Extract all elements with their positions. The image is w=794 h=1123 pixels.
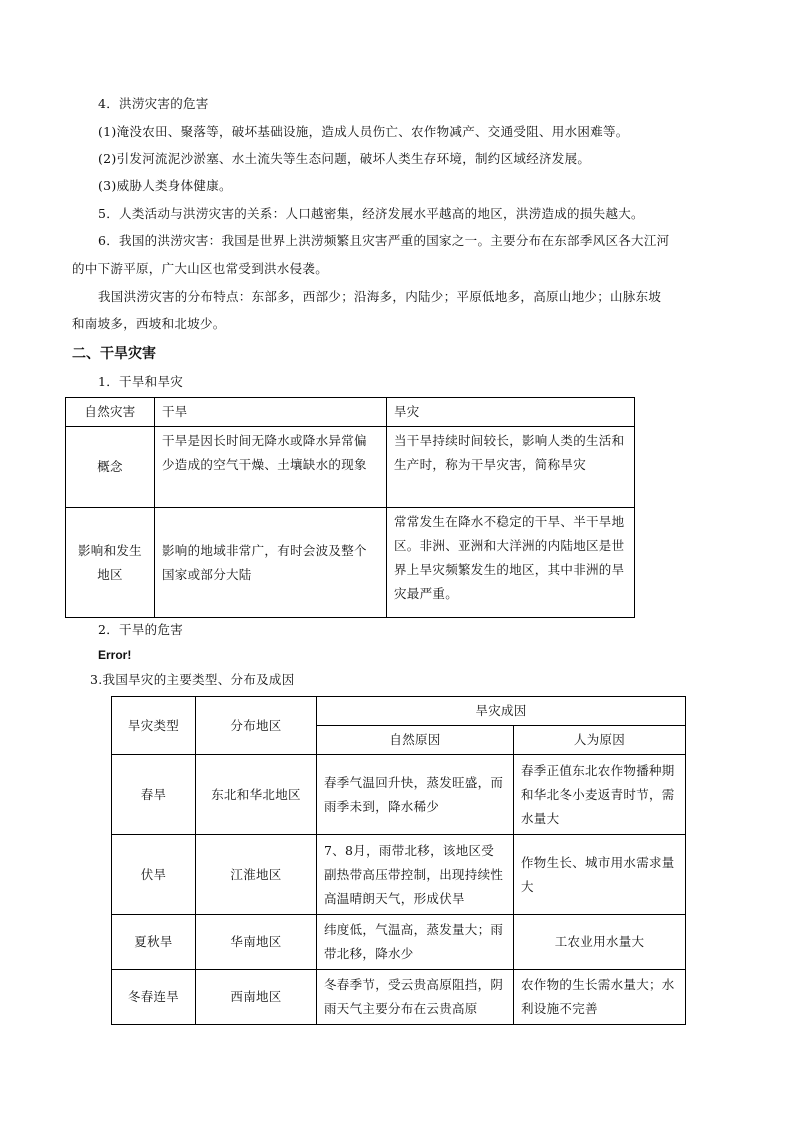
header-cell: 人为原因 [514,726,686,755]
item-6-line-1: 6．我国的洪涝灾害：我国是世界上洪涝频繁且灾害严重的国家之一。主要分布在东部季风区各大江河 [98,233,670,248]
table-cell: 作物生长、城市用水需求量大 [514,835,686,915]
row-label: 春旱 [112,755,196,835]
table-row [66,427,635,508]
table-row [66,508,635,618]
table-cell: 农作物的生长需水量大；水利设施不完善 [514,970,686,1025]
header-cell: 旱灾 [387,398,635,427]
item-6-line-2: 的中下游平原，广大山区也常受到洪水侵袭。 [72,261,329,276]
subheading-1: 1．干旱和旱灾 [98,374,184,389]
table-header-row [112,697,686,726]
item-4-point-2: (2)引发河流泥沙淤塞、水土流失等生态问题，破坏人类生存环境，制约区域经济发展。 [98,151,591,166]
subheading-3: 3.我国旱灾的主要类型、分布及成因 [90,672,295,687]
row-label: 概念 [66,427,155,508]
table-cell: 冬春季节，受云贵高原阻挡，阴雨天气主要分布在云贵高原 [317,970,514,1025]
table-cell: 春季正值东北农作物播种期和华北冬小麦返青时节，需水量大 [514,755,686,835]
subheading-2: 2．干旱的危害 [98,622,184,637]
header-cell: 分布地区 [196,697,317,755]
table-cell: 西南地区 [196,970,317,1025]
header-cell: 旱灾成因 [317,697,686,726]
table-cell: 常常发生在降水不稳定的干旱、半干旱地区。非洲、亚洲和大洋洲的内陆地区是世界上旱灾频繁发生的地区，其中非洲的旱灾最严重。 [387,508,635,618]
error-text: Error! [98,648,132,662]
item-4-point-3: (3)威胁人类身体健康。 [98,178,232,193]
table-cell: 东北和华北地区 [196,755,317,835]
table-cell: 当干旱持续时间较长，影响人类的生活和生产时，称为干旱灾害，简称旱灾 [387,427,635,508]
section-heading-drought: 二、干旱灾害 [72,346,156,362]
table-cell: 江淮地区 [196,835,317,915]
drought-types-table [111,696,686,1025]
header-cell: 旱灾类型 [112,697,196,755]
table-cell: 纬度低，气温高，蒸发量大；雨带北移，降水少 [317,915,514,970]
row-label: 夏秋旱 [112,915,196,970]
item-5: 5．人类活动与洪涝灾害的关系：人口越密集，经济发展水平越高的地区，洪涝造成的损失越大。 [98,206,644,221]
table-cell: 春季气温回升快，蒸发旺盛，而雨季未到，降水稀少 [317,755,514,835]
header-cell: 自然灾害 [66,398,155,427]
table-header-row [66,398,635,427]
table-row [112,835,686,915]
table-cell: 华南地区 [196,915,317,970]
table-cell: 工农业用水量大 [514,915,686,970]
drought-definition-table [65,397,635,618]
table-row [112,970,686,1025]
table-row [112,755,686,835]
table-cell: 7、8月，雨带北移，该地区受副热带高压带控制，出现持续性高温晴朗天气，形成伏旱 [317,835,514,915]
row-label: 冬春连旱 [112,970,196,1025]
header-cell: 干旱 [155,398,387,427]
row-label: 影响和发生 地区 [66,508,155,618]
header-cell: 自然原因 [317,726,514,755]
item-4-title: 4．洪涝灾害的危害 [98,96,209,111]
table-cell: 影响的地域非常广，有时会波及整个国家或部分大陆 [155,508,387,618]
table-cell: 干旱是因长时间无降水或降水异常偏少造成的空气干燥、土壤缺水的现象 [155,427,387,508]
row-label: 伏旱 [112,835,196,915]
distribution-line-2: 和南坡多，西坡和北坡少。 [72,316,226,331]
distribution-line-1: 我国洪涝灾害的分布特点：东部多，西部少；沿海多，内陆少；平原低地多，高原山地少；山脉东坡 [98,289,662,304]
table-row [112,915,686,970]
item-4-point-1: (1)淹没农田、聚落等，破坏基础设施，造成人员伤亡、农作物减产、交通受阻、用水困难等。 [98,124,629,139]
